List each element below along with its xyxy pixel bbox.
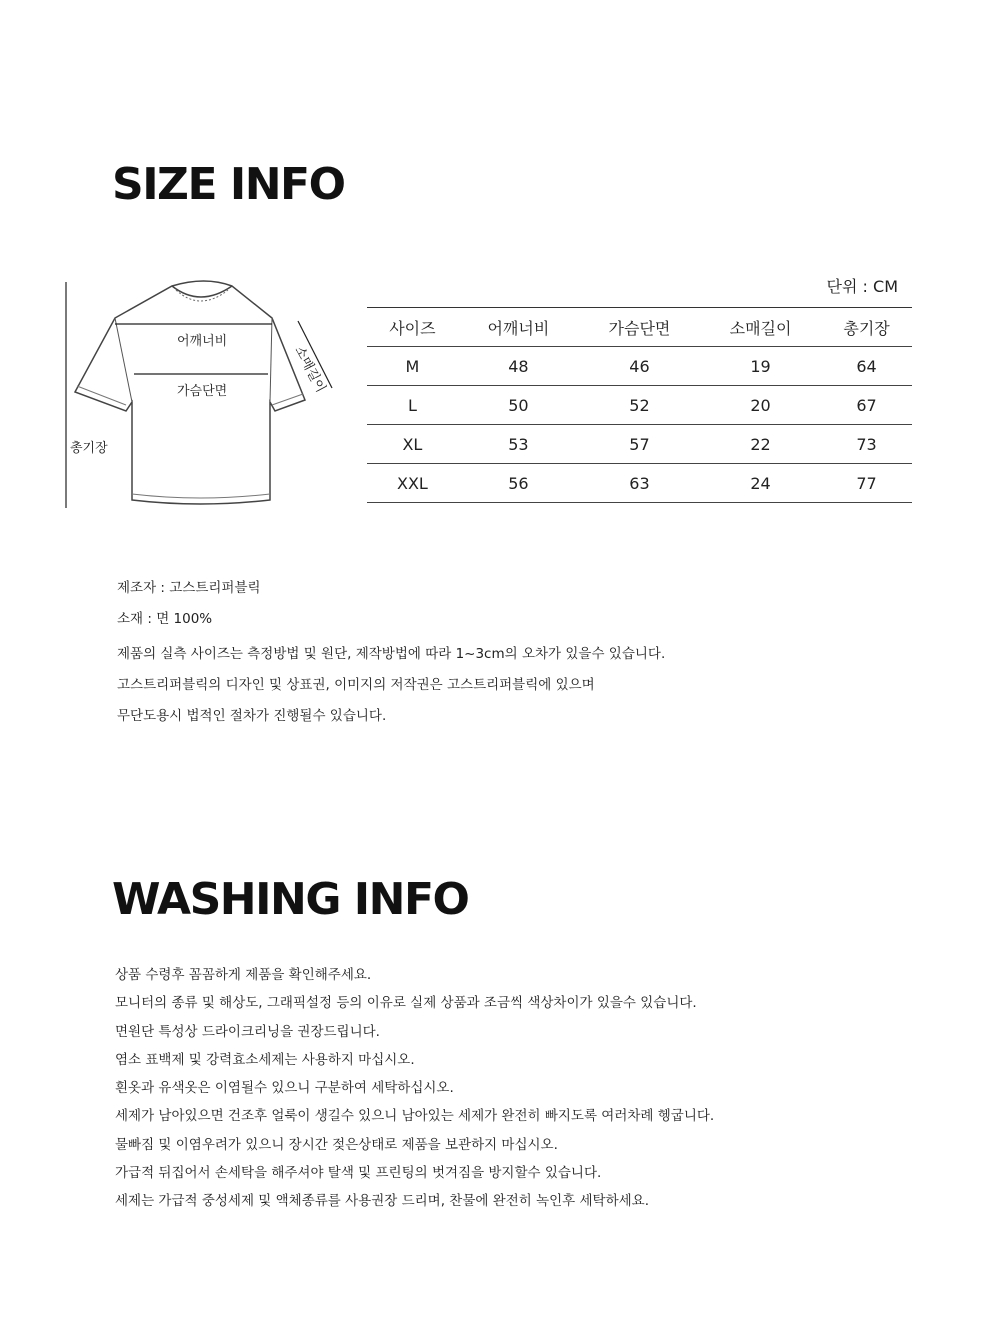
table-cell: 64 [821, 347, 912, 386]
list-item: 염소 표백제 및 강력효소세제는 사용하지 마십시오. [115, 1051, 415, 1068]
list-item: 모니터의 종류 및 해상도, 그래픽설정 등의 이유로 실제 상품과 조금씩 색상차이가 있을수 있습니다. [115, 995, 697, 1012]
unit-label: 단위 : CM [826, 277, 898, 296]
list-item: 면원단 특성상 드라이크리닝을 권장드립니다. [115, 1023, 380, 1040]
table-cell: 57 [579, 425, 700, 464]
table-cell: 73 [821, 425, 912, 464]
list-item: 흰옷과 유색옷은 이염될수 있으니 구분하여 세탁하십시오. [115, 1080, 454, 1097]
list-item: 상품 수령후 꼼꼼하게 제품을 확인해주세요. [115, 967, 372, 983]
list-item: 가급적 뒤집어서 손세탁을 해주셔야 탈색 및 프린팅의 벗겨짐을 방지할수 있습니다. [115, 1165, 602, 1182]
measurement-note-line: 제품의 실측 사이즈는 측정방법 및 원단, 제작방법에 따라 1~3cm의 오차가 있을수 있습니다. [117, 646, 666, 662]
header-size: 사이즈 [367, 308, 458, 347]
header-length: 총기장 [821, 308, 912, 347]
table-row [367, 347, 912, 386]
table-cell: 67 [821, 386, 912, 425]
table-cell: XXL [367, 464, 458, 503]
table-cell: 53 [458, 425, 579, 464]
table-row [367, 386, 912, 425]
washing-info-list [115, 964, 714, 1219]
table-cell: 50 [458, 386, 579, 425]
table-cell: 46 [579, 347, 700, 386]
table-cell: 56 [458, 464, 579, 503]
table-row [367, 464, 912, 503]
size-table [367, 307, 912, 503]
product-info-list [117, 577, 665, 736]
manufacturer-line: 제조자 : 고스트리퍼블릭 [117, 580, 261, 596]
table-cell: 63 [579, 464, 700, 503]
table-cell: 19 [700, 347, 821, 386]
washing-info-heading: WASHING INFO [112, 874, 469, 925]
list-item: 물빠짐 및 이염우려가 있으니 장시간 젖은상태로 제품을 보관하지 마십시오. [115, 1136, 558, 1153]
list-item: 세제는 가급적 중성세제 및 액체종류를 사용권장 드리며, 찬물에 완전히 녹인후 세탁하세요. [115, 1193, 650, 1210]
table-cell: 77 [821, 464, 912, 503]
chest-width-label: 가슴단면 [177, 384, 228, 399]
table-cell: 22 [700, 425, 821, 464]
table-header-row [367, 308, 912, 347]
table-cell: M [367, 347, 458, 386]
tshirt-size-diagram [60, 278, 360, 513]
table-cell: L [367, 386, 458, 425]
table-cell: 24 [700, 464, 821, 503]
list-item: 세제가 남아있으면 건조후 얼룩이 생길수 있으니 남아있는 세제가 완전히 빠지도록 여러차례 헹굽니다. [115, 1108, 715, 1125]
size-info-heading: SIZE INFO [112, 159, 345, 210]
header-shoulder: 어깨너비 [458, 308, 579, 347]
table-cell: XL [367, 425, 458, 464]
shoulder-width-label: 어깨너비 [177, 334, 228, 349]
legal-notice-line: 무단도용시 법적인 절차가 진행될수 있습니다. [117, 708, 387, 724]
copyright-line: 고스트리퍼블릭의 디자인 및 상표권, 이미지의 저작권은 고스트리퍼블릭에 있으며 [117, 677, 595, 693]
table-cell: 20 [700, 386, 821, 425]
table-row [367, 425, 912, 464]
header-sleeve: 소매길이 [700, 308, 821, 347]
table-cell: 52 [579, 386, 700, 425]
table-cell: 48 [458, 347, 579, 386]
total-length-label: 총기장 [70, 441, 108, 456]
sleeve-length-label: 소매길이 [291, 343, 329, 396]
material-line: 소재 : 면 100% [117, 611, 213, 627]
header-chest: 가슴단면 [579, 308, 700, 347]
